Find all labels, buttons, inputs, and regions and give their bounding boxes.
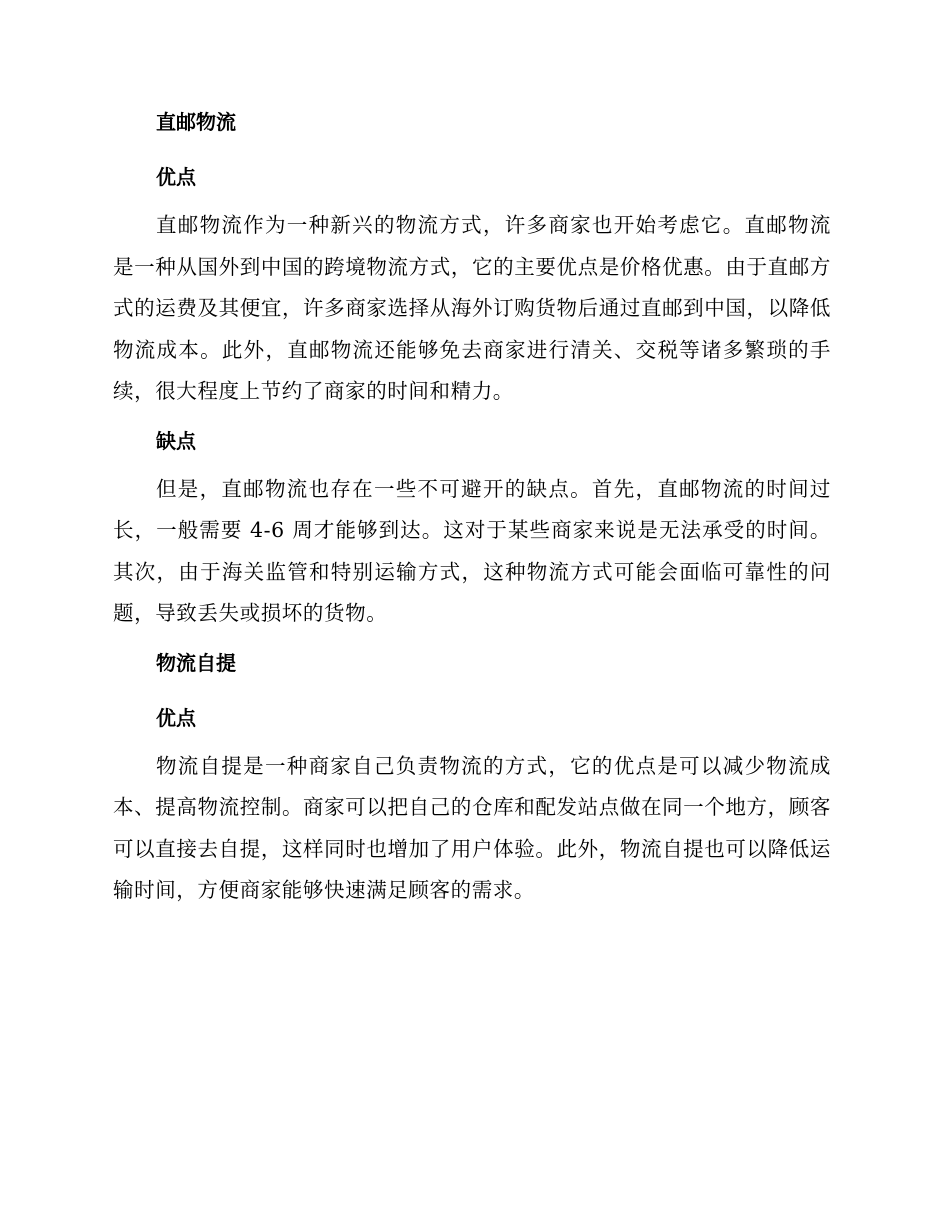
paragraph-self-pickup-pros: 物流自提是一种商家自己负责物流的方式，它的优点是可以减少物流成本、提高物流控制。商家可以把自己的仓库和配发站点做在同一个地方，顾客可以直接去自提，这样同时也增加了用户体验。此外，物流自提也可以降低运输时间，方便商家能够快速满足顾客的需求。 [113, 753, 831, 902]
subheading-direct-mail-cons: 缺点 [156, 428, 196, 453]
section-heading-direct-mail: 直邮物流 [156, 110, 236, 134]
subheading-self-pickup-pros: 优点 [156, 705, 196, 730]
paragraph-direct-mail-pros: 直邮物流作为一种新兴的物流方式，许多商家也开始考虑它。直邮物流是一种从国外到中国的跨境物流方式，它的主要优点是价格优惠。由于直邮方式的运费及其便宜，许多商家选择从海外订购货物后通过直邮到中国，以降低物流成本。此外，直邮物流还能够免去商家进行清关、交税等诸多繁琐的手续，很大程度上节约了商家的时间和精力。 [113, 213, 831, 403]
section-heading-self-pickup: 物流自提 [156, 650, 236, 675]
subheading-direct-mail-pros: 优点 [156, 165, 196, 189]
paragraph-direct-mail-cons: 但是，直邮物流也存在一些不可避开的缺点。首先，直邮物流的时间过长，一般需要 4-6 周才能够到达。这对于某些商家来说是无法承受的时间。其次，由于海关监管和特别运输方式，这种物流方式可能会面临可靠性的问题，导致丢失或损坏的货物。 [113, 476, 831, 625]
document-page [113, 108, 831, 912]
